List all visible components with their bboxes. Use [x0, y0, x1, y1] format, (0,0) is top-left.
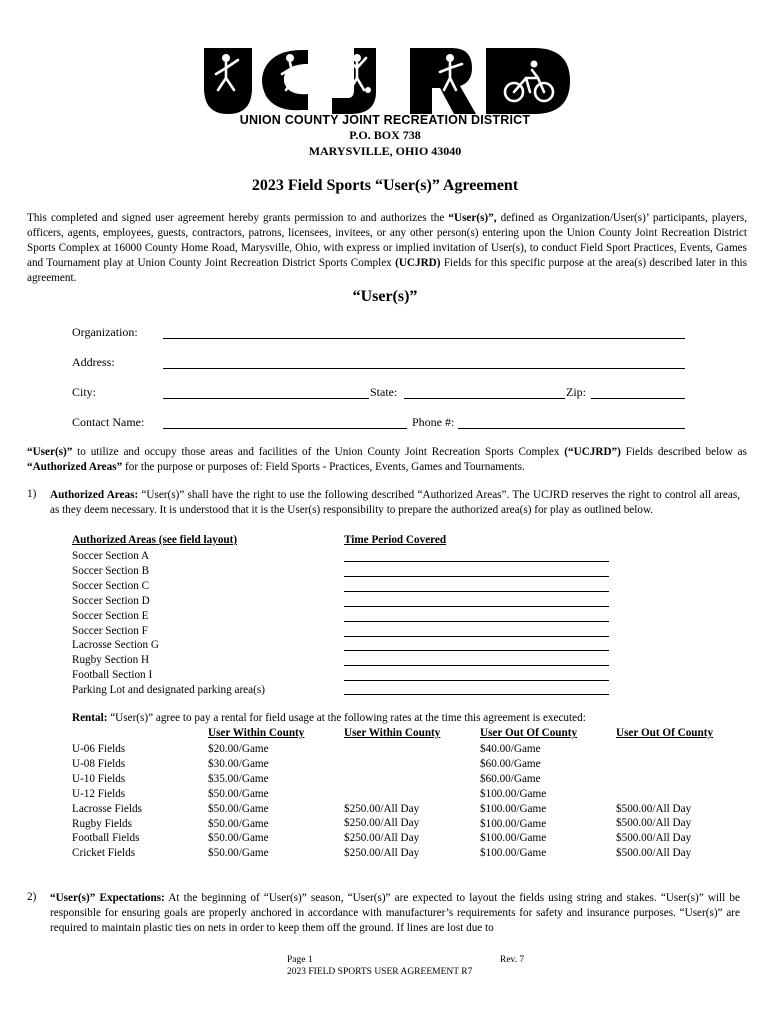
time-period-field[interactable] [344, 650, 609, 651]
table-cell [616, 787, 691, 802]
table-cell [344, 742, 419, 757]
table-cell [344, 787, 419, 802]
state-field[interactable] [404, 398, 565, 399]
table-cell [616, 757, 691, 772]
table-cell: $50.00/Game [208, 787, 269, 800]
page-title: 2023 Field Sports “User(s)” Agreement [251, 177, 519, 194]
table-cell: $250.00/All Day [344, 802, 420, 815]
table-cell: $500.00/All Day [616, 847, 692, 860]
usage-paragraph: “User(s)” to utilize and occupy those areas and facilities of the Union County Joint Recreation Sports Complex (“UCJRD”) Fields described below as “Authorized Areas” for the purpose or purposes of: Field Sports - Practices, Events, Games and Tournaments. [27, 446, 747, 473]
address-line-2: MARYSVILLE, OHIO 43040 [308, 144, 462, 158]
list-item: Soccer Section E [72, 609, 149, 622]
table-cell: Lacrosse Fields [72, 802, 142, 815]
rate-in-day-column [344, 742, 419, 861]
authorized-areas-header: Authorized Areas (see field layout) [72, 534, 238, 546]
table-cell: U-06 Fields [72, 743, 126, 755]
table-cell: Cricket Fields [72, 847, 136, 860]
table-cell [616, 772, 691, 787]
time-period-header: Time Period Covered [344, 534, 447, 546]
table-cell: $100.00/Game [480, 817, 547, 830]
table-cell: U-10 Fields [72, 772, 126, 785]
table-cell: Football Fields [72, 832, 140, 845]
table-cell: $50.00/Game [208, 847, 269, 860]
table-cell: $100.00/Game [480, 802, 547, 815]
section2-paragraph: “User(s)” Expectations: At the beginning of “User(s)” season, “User(s)” are expected to layout the fields using string and stakes. “User(s)” will be responsible for ensuring goals are properly anchored in accordance with manufacturer’s requirements for safety and insurance purposes. “User(s)” are required to maintain plastic ties on nets in order to keep them off the ground. If lines are lost due to [50, 892, 740, 934]
table-cell: $500.00/All Day [616, 832, 692, 845]
time-period-field[interactable] [344, 621, 609, 622]
address-label: Address: [72, 355, 115, 369]
section1-paragraph: Authorized Areas: “User(s)” shall have the right to use the following described “Authorized Areas”. The UCJRD reserves the right to control all areas, as they deem necessary. It is understood that it is the User(s) responsibility to prepare the authorized area(s) for play as outlined below. [50, 489, 740, 516]
address-line-1: P.O. BOX 738 [349, 128, 421, 142]
time-period-field[interactable] [344, 636, 609, 637]
time-period-field[interactable] [344, 665, 609, 666]
organization-label: Organization: [72, 325, 138, 339]
time-period-field[interactable] [344, 576, 609, 577]
rate-header: User Out Of County [616, 727, 714, 739]
section1-number: 1) [27, 488, 37, 500]
table-cell: $60.00/Game [480, 772, 541, 785]
users-heading: “User(s)” [352, 288, 418, 305]
table-cell [344, 757, 419, 772]
intro-paragraph: This completed and signed user agreement hereby grants permission to and authorizes the “User(s)”, defined as Organization/User(s)’ participants, players, officers, agents, employees, guests, contractors, patrons, licensees, invitees, or any other person(s) entering upon the Union County Joint Recreation District Sports Complex at 16000 County Home Road, Marysville, Ohio, with express or implied invitation of User(s), to conduct Field Sport Practices, Events, Games and Tournament play at Union County Joint Recreation District Sports Complex (UCJRD) Fields for this specific purpose at the area(s) described later in this agreement. [27, 212, 748, 284]
rate-fields-column [72, 742, 142, 861]
contact-field[interactable] [163, 428, 407, 429]
table-cell [616, 742, 691, 757]
time-period-field[interactable] [344, 606, 609, 607]
time-period-field[interactable] [344, 680, 609, 681]
organization-field[interactable] [163, 338, 685, 339]
revision: Rev. 7 [500, 955, 525, 965]
zip-label: Zip: [566, 385, 586, 399]
table-cell: $100.00/Game [480, 787, 547, 800]
list-item: Soccer Section A [72, 550, 150, 562]
time-period-field[interactable] [344, 561, 609, 562]
zip-field[interactable] [591, 398, 685, 399]
time-period-field[interactable] [344, 694, 609, 695]
table-cell: $500.00/All Day [616, 817, 692, 830]
table-cell: $50.00/Game [208, 817, 269, 830]
list-item: Soccer Section F [72, 624, 148, 637]
table-cell: $60.00/Game [480, 757, 541, 770]
rental-paragraph: Rental: “User(s)” agree to pay a rental for field usage at the following rates at the time this agreement is executed: [72, 712, 586, 724]
areas-list [72, 549, 265, 698]
doc-footer-name: 2023 FIELD SPORTS USER AGREEMENT R7 [287, 967, 473, 977]
city-field[interactable] [163, 398, 369, 399]
phone-label: Phone #: [412, 415, 455, 429]
table-cell: $30.00/Game [208, 757, 269, 770]
city-label: City: [72, 385, 97, 399]
page-number: Page 1 [287, 955, 313, 965]
table-cell: U-12 Fields [72, 787, 126, 800]
table-cell: $250.00/All Day [344, 817, 420, 830]
list-item: Football Section I [72, 669, 153, 682]
table-cell: $250.00/All Day [344, 847, 420, 860]
list-item: Soccer Section D [72, 594, 150, 607]
section2-number: 2) [27, 891, 37, 903]
rate-out-day-column [616, 742, 691, 861]
rate-in-game-column [208, 742, 269, 861]
time-period-field[interactable] [344, 591, 609, 592]
table-cell: $250.00/All Day [344, 832, 420, 845]
list-item: Parking Lot and designated parking area(s) [72, 684, 265, 697]
org-name: UNION COUNTY JOINT RECREATION DISTRICT [239, 113, 531, 127]
table-cell: $100.00/Game [480, 847, 547, 860]
table-cell: $20.00/Game [208, 743, 269, 755]
ucjrd-logo [204, 44, 572, 114]
table-cell: $50.00/Game [208, 802, 269, 815]
address-field[interactable] [163, 368, 685, 369]
list-item: Soccer Section C [72, 579, 150, 592]
list-item: Rugby Section H [72, 654, 150, 667]
rate-header: User Within County [344, 727, 441, 739]
list-item: Lacrosse Section G [72, 639, 159, 652]
rate-header: User Out Of County [480, 727, 578, 739]
contact-label: Contact Name: [72, 415, 145, 429]
state-label: State: [370, 385, 398, 399]
list-item: Soccer Section B [72, 564, 150, 577]
table-cell: $35.00/Game [208, 772, 269, 785]
table-cell: $100.00/Game [480, 832, 547, 845]
rate-header: User Within County [208, 727, 305, 739]
table-cell: $500.00/All Day [616, 802, 692, 815]
table-cell: Rugby Fields [72, 817, 132, 830]
table-cell: $40.00/Game [480, 743, 541, 755]
phone-field[interactable] [458, 428, 685, 429]
table-cell: U-08 Fields [72, 757, 126, 770]
table-cell [344, 772, 419, 787]
table-cell: $50.00/Game [208, 832, 269, 845]
rate-out-game-column [480, 742, 546, 861]
